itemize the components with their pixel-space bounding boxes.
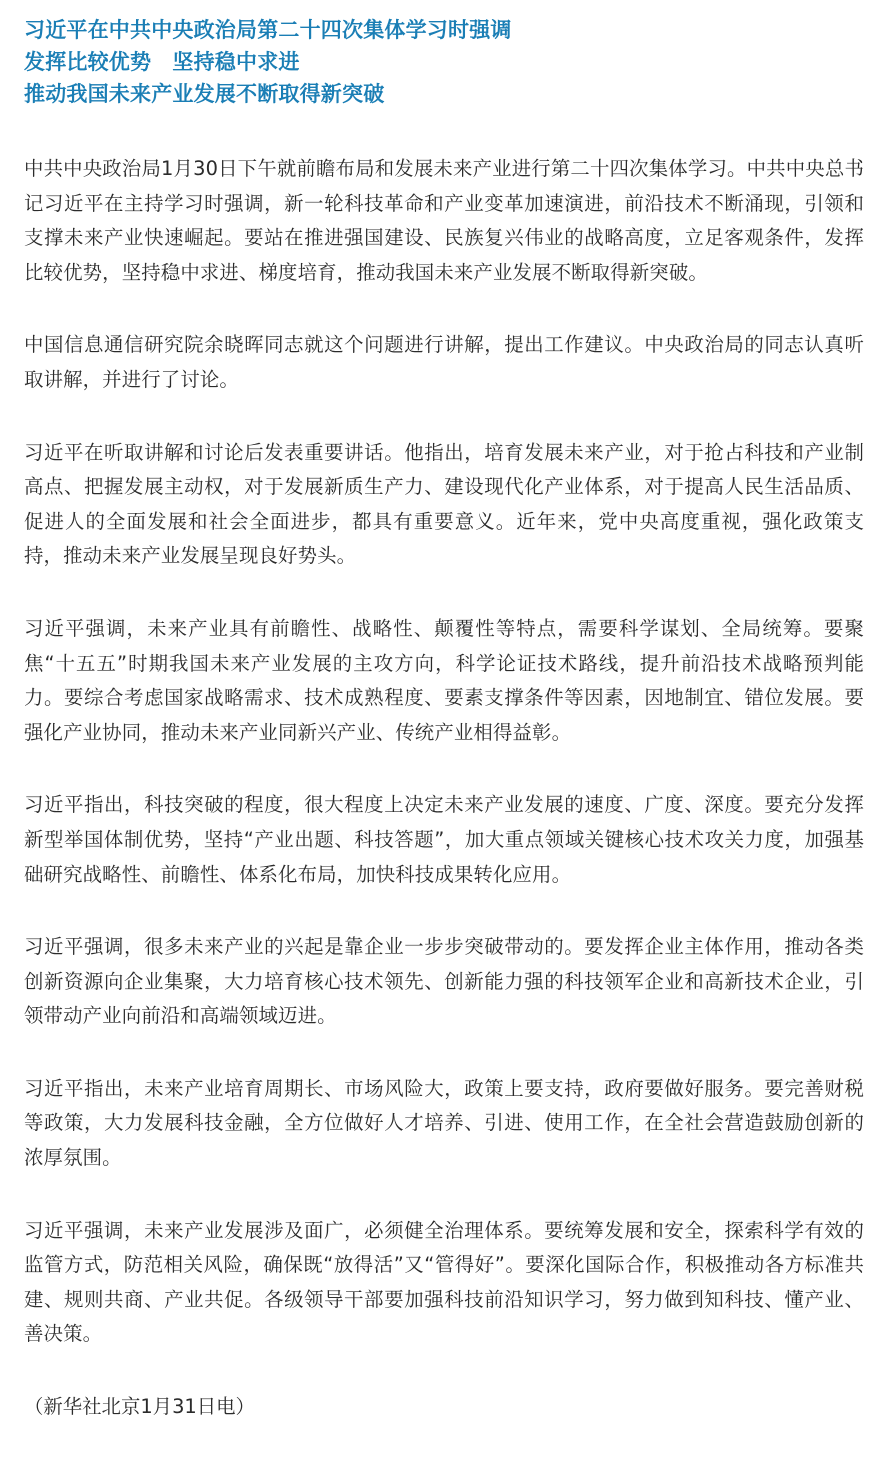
paragraph-7: 习近平指出，未来产业培育周期长、市场风险大，政策上要支持，政府要做好服务。要完善财税等政策，大力发展科技金融，全方位做好人才培养、引进、使用工作，在全社会营造鼓励创新的浓厚氛围。 bbox=[24, 1076, 864, 1170]
headline bbox=[24, 14, 864, 110]
paragraph-1: 中共中央政治局1月30日下午就前瞻布局和发展未来产业进行第二十四次集体学习。中共中央总书记习近平在主持学习时强调，新一轮科技革命和产业变革加速演进，前沿技术不断涌现，引领和支撑未来产业快速崛起。要站在推进强国建设、民族复兴伟业的战略高度，立足客观条件，发挥比较优势，坚持稳中求进、梯度培育，推动我国未来产业发展不断取得新突破。 bbox=[24, 157, 864, 284]
headline-line-3: 推动我国未来产业发展不断取得新突破 bbox=[24, 82, 385, 106]
paragraph-3: 习近平在听取讲解和讨论后发表重要讲话。他指出，培育发展未来产业，对于抢占科技和产业制高点、把握发展主动权，对于发展新质生产力、建设现代化产业体系，对于提高人民生活品质、促进人的全面发展和社会全面进步，都具有重要意义。近年来，党中央高度重视，强化政策支持，推动未来产业发展呈现良好势头。 bbox=[24, 440, 864, 568]
sign-off: （新华社北京1月31日电） bbox=[24, 1395, 255, 1419]
paragraph-6: 习近平强调，很多未来产业的兴起是靠企业一步步突破带动的。要发挥企业主体作用，推动各类创新资源向企业集聚，大力培育核心技术领先、创新能力强的科技领军企业和高新技术企业，引领带动产业向前沿和高端领域迈进。 bbox=[24, 935, 864, 1028]
paragraph-2: 中国信息通信研究院余晓晖同志就这个问题进行讲解，提出工作建议。中央政治局的同志认真听取讲解，并进行了讨论。 bbox=[24, 333, 864, 391]
paragraph-8: 习近平强调，未来产业发展涉及面广，必须健全治理体系。要统筹发展和安全，探索科学有效的监管方式，防范相关风险，确保既“放得活”又“管得好”。要深化国际合作，积极推动各方标准共建、规则共商、产业共促。各级领导干部要加强科技前沿知识学习，努力做到知科技、懂产业、善决策。 bbox=[24, 1218, 864, 1346]
article bbox=[24, 14, 864, 1425]
headline-line-1: 习近平在中共中央政治局第二十四次集体学习时强调 bbox=[24, 18, 512, 42]
headline-line-2: 发挥比较优势 坚持稳中求进 bbox=[24, 50, 300, 74]
paragraph-5: 习近平指出，科技突破的程度，很大程度上决定未来产业发展的速度、广度、深度。要充分发挥新型举国体制优势，坚持“产业出题、科技答题”，加大重点领域关键核心技术攻关力度，加强基础研究战略性、前瞻性、体系化布局，加快科技成果转化应用。 bbox=[24, 793, 864, 886]
paragraph-4: 习近平强调，未来产业具有前瞻性、战略性、颠覆性等特点，需要科学谋划、全局统筹。要聚焦“十五五”时期我国未来产业发展的主攻方向，科学论证技术路线，提升前沿技术战略预判能力。要综合考虑国家战略需求、技术成熟程度、要素支撑条件等因素，因地制宜、错位发展。要强化产业协同，推动未来产业同新兴产业、传统产业相得益彰。 bbox=[24, 616, 864, 744]
